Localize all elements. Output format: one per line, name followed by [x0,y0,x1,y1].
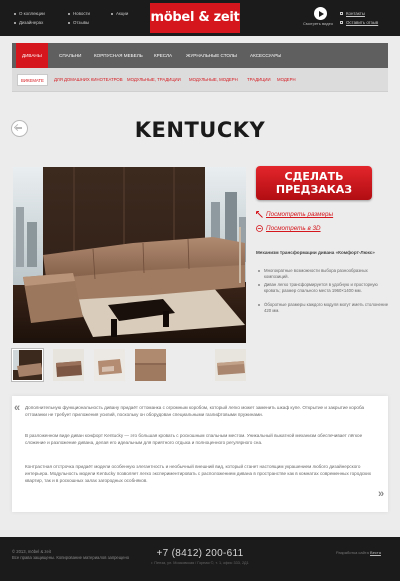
header-link-leave-review[interactable] [340,18,378,27]
preorder-button-line1: СДЕЛАТЬ [284,170,344,183]
sofa-room-illustration [13,167,246,343]
description-paragraph: Дополнительную функциональность дивану придаёт оттоманка с огромным коробом, который легко может заменить шкаф купе. Открытие и закрытие короба оттоманки не требует приложения усилий, поскольку он оборудован специальными газлифтовыми пружинами. [25,405,365,417]
mechanism-title: Механизм трансформации дивана «Комфорт-Люкс» [256,250,375,255]
header-link-reviews[interactable] [68,18,90,27]
description-paragraph: В разложенном виде диван конфорт Kentucky — это большая кровать с роскошным спальным местом. Уникальный выкатной механизм обеспечивает лёгкое сложение и разложение дивана, делая его идеальным для приятного отдыха и полноценного регулярного сна. [25,433,363,445]
thumbnail-3[interactable] [94,349,125,381]
thumbnail-2-image [53,349,84,381]
copyright-subtext: Все права защищены. Копирование материалов запрещено [12,555,130,560]
view-sizes-label[interactable]: Посмотреть размеры [266,211,334,218]
feature-item: Многократные возможности выбора разнообразных композиций. [256,268,390,280]
nav-item-bedrooms[interactable]: СПАЛЬНИ [59,53,82,58]
preorder-button[interactable] [256,166,372,200]
thumbnail-1-image [13,350,43,381]
footer-phone[interactable]: +7 (8412) 200-611 [156,548,244,559]
header-link-designers[interactable] [14,18,45,27]
ruler-icon [256,211,263,218]
header-link-reviews-label[interactable]: Отзывы [73,20,90,25]
quote-open-icon: « [14,402,21,414]
header-link-designers-label[interactable]: Дизайнерах [19,20,44,25]
view-3d-link[interactable] [256,224,321,234]
subnav-item-modular-modern[interactable]: МОДУЛЬНЫЕ, МОДЕРН [189,77,238,82]
header-link-news-label[interactable]: Новости [73,11,90,16]
view-3d-label[interactable]: Посмотреть в 3D [266,225,321,232]
nav-item-cabinet-furniture[interactable]: КОРПУСНАЯ МЕБЕЛЬ [94,53,143,58]
subnav-item-modular-tradition[interactable]: МОДУЛЬНЫЕ, ТРАДИЦИИ [127,77,181,82]
thumbnail-4[interactable] [135,349,166,381]
header-links-right [340,9,378,27]
header-link-about-label[interactable]: О коллекции [19,11,45,16]
thumbnail-5[interactable] [215,349,246,381]
thumbnail-1[interactable] [12,349,43,381]
subnav-item-home-theater[interactable]: ДЛЯ ДОМАШНИХ КИНОТЕАТРОВ [54,77,123,82]
thumbnail-4-image [135,349,166,381]
view-sizes-link[interactable] [256,210,333,220]
product-title: KENTUCKY [134,118,266,142]
header-links-col-1 [14,9,45,27]
header-link-contacts-label[interactable]: Контакты [346,11,365,16]
header-link-leave-review-label[interactable]: Оставить отзыв [346,20,379,25]
feature-item: Диван легко трансформируется в удобную и просторную кровать; размер спального места 1960×1400 мм. [256,282,390,294]
site-logo[interactable]: möbel & zeit [150,3,240,33]
3d-icon [256,225,263,232]
product-photo [13,167,246,343]
quote-close-icon: » [378,488,385,500]
thumbnail-2[interactable] [53,349,84,381]
subcategory-nav [12,68,388,92]
developer-link[interactable]: Веста [370,550,381,555]
play-video-icon[interactable] [314,7,327,20]
category-nav [12,43,388,68]
feature-item: Óборотные размеры каждого модуля могут иметь столонение 420 мм. [256,302,390,314]
review-icon [340,21,343,24]
header-link-contacts[interactable] [340,9,378,18]
header-link-news[interactable] [68,9,90,18]
header-link-about[interactable] [14,9,45,18]
nav-item-coffee-tables[interactable]: ЖУРНАЛЬНЫЕ СТОЛЫ [186,53,237,58]
nav-item-armchairs[interactable]: КРЕСЛА [154,53,173,58]
developer-credit [336,550,381,555]
footer-address: г. Пенза, ул. Московская / Горная ©, т. 1, офис 333, 2Д1 [151,561,249,565]
subnav-item-vikemate[interactable]: ВИКЕМАТЕ [17,74,48,86]
nav-item-accessories[interactable]: АКСЕССУАРЫ [250,53,282,58]
thumbnail-5-image [215,349,246,381]
play-video-label[interactable]: Смотреть видео [303,21,334,26]
header-link-promos[interactable] [111,9,128,18]
copyright-text: © 2013, möbel & zeit [12,549,51,554]
header-links-col-3 [111,9,128,18]
thumbnail-3-image [94,349,125,381]
header-link-promos-label[interactable]: Акции [116,11,129,16]
subnav-item-tradition[interactable]: ТРАДИЦИИ [247,77,271,82]
contacts-icon [340,12,343,15]
description-paragraph: Контрастная отстрочка придаёт модели особенную элегантность и необычный внешний вид, который станет настоящим украшением любого дизайнерского интерьера. Модульность модели Kentucky позволяет легко экспериментировать с расположением дивана в пространстве как в комнатах современных городских квартир, так и в роскошных залах загородных особняков. [25,464,372,483]
header-links-col-2 [68,9,90,27]
preorder-button-line2: ПРЕДЗАКАЗ [275,183,353,196]
subnav-item-modern[interactable]: МОДЕРН [277,77,296,82]
nav-item-sofas[interactable]: ДИВАНЫ [16,43,48,68]
developer-label: Разработка сайта [336,550,369,555]
